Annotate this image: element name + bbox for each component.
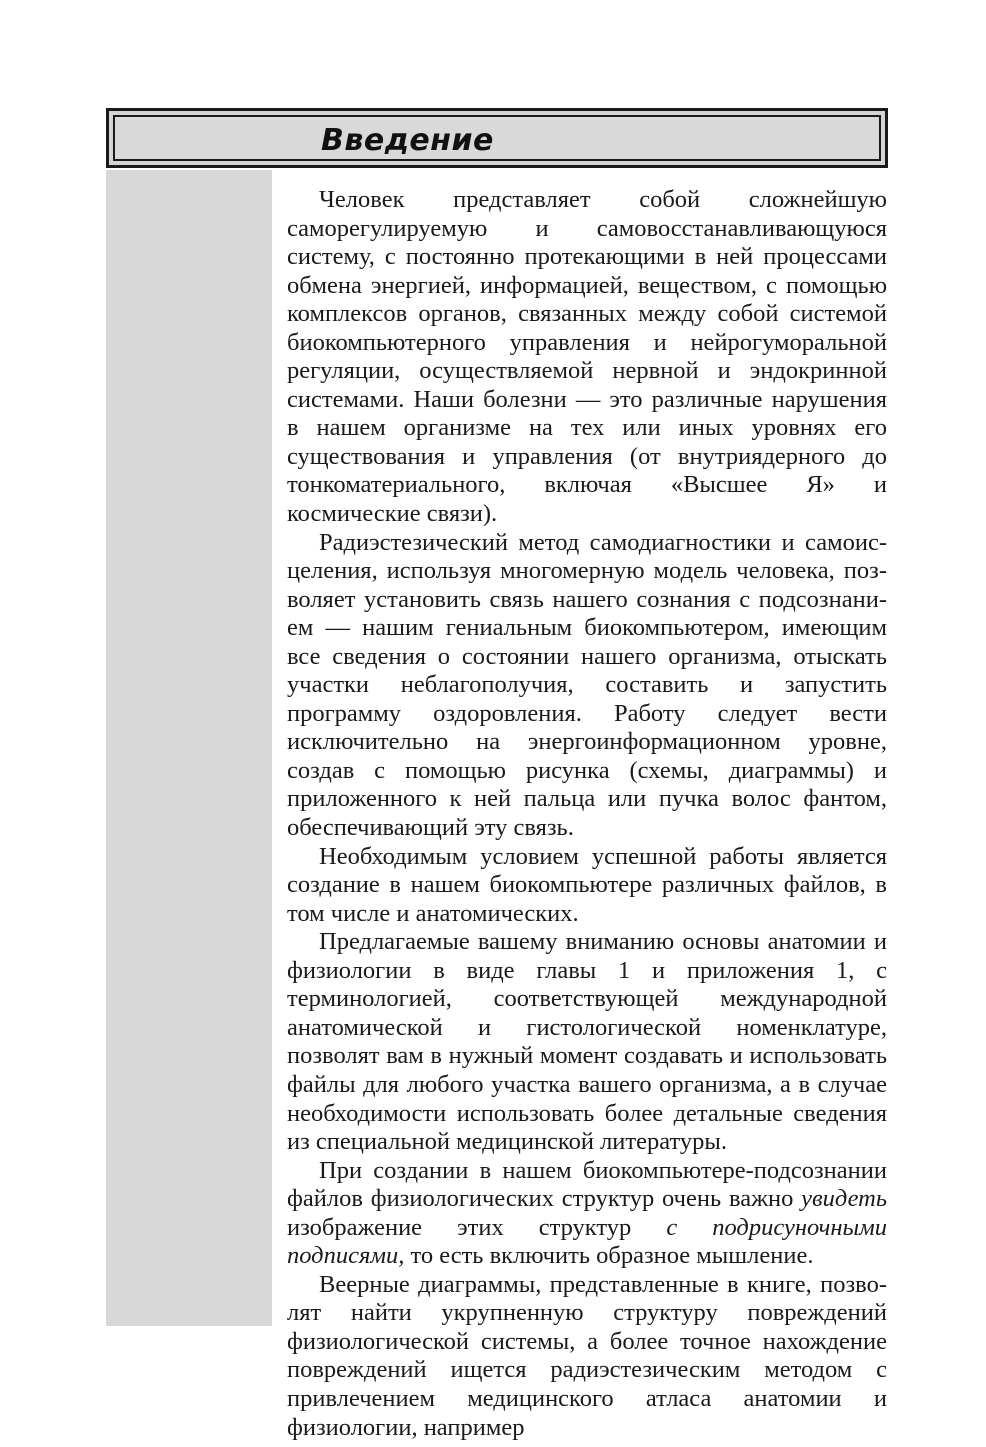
paragraph-text: изображение этих структур [287,1213,667,1241]
paragraph: Человек представляет собой сложнейшую саморегулируемую и самовосстанавливающуюся систему, с постоянно протекающими в ней процессами обмена энергией, информацией, веществом, с помощью комплексов органов, связанных между собой системой биокомпьютерного управления и нейрогуморальной регуляции, осуществляемой нервной и эндокринной системами. Наши болезни — это различные нарушения в нашем организме на тех или иных уровнях его существования и управления (от внутриядерного до тонкоматериального, включая «Высшее Я» и космические связи). [287,186,887,528]
paragraph-text: При создании в нашем биокомпьютере-подсознании файлов физиологических структур очень важно [287,1156,887,1213]
emphasis-text: с подрисуночными подписями, [287,1213,887,1270]
body-text [287,186,887,1442]
margin-sidebar [106,170,272,1326]
paragraph: Веерные диаграммы, представленные в книге, позволят найти укрупненную структуру повреждений физиологической системы, а более точное нахождение повреждений ищется радиэстезическим методом с привлечением медицинского атласа анатомии и физиологии, например [287,1270,887,1441]
paragraph-text: то есть включить образное мышление. [404,1242,814,1270]
section-header-inner [113,115,881,161]
emphasis-text: увидеть [801,1185,887,1213]
page-title: Введение [321,123,494,158]
paragraph: Радиэстезический метод самодиагностики и самоисцеления, используя многомерную модель человека, позволяет установить связь нашего сознания с подсознанием — нашим гениальным биокомпьютером, имеющим все сведения о состоянии нашего организма, отыскать участки неблагополучия, составить и запустить программу оздоровления. Работу следует вести исключительно на энергоинформационном уровне, создав с помощью рисунка (схемы, диаграммы) и приложенного к ней пальца или пучка волос фантом, обеспечивающий эту связь. [287,528,887,842]
section-header [106,108,888,168]
paragraph [287,1157,887,1271]
paragraph: Необходимым условием успешной работы является создание в нашем биокомпьютере различных файлов, в том числе и анатомических. [287,842,887,927]
paragraph: Предлагаемые вашему вниманию основы анатомии и физиологии в виде главы 1 и приложения 1, с терминологией, соответствующей международной анатомической и гистологической номенклатуре, позволят вам в нужный момент создавать и использовать файлы для любого участка вашего организма, а в случае необходимости использовать более детальные сведения из специальной медицинской литературы. [287,928,887,1156]
